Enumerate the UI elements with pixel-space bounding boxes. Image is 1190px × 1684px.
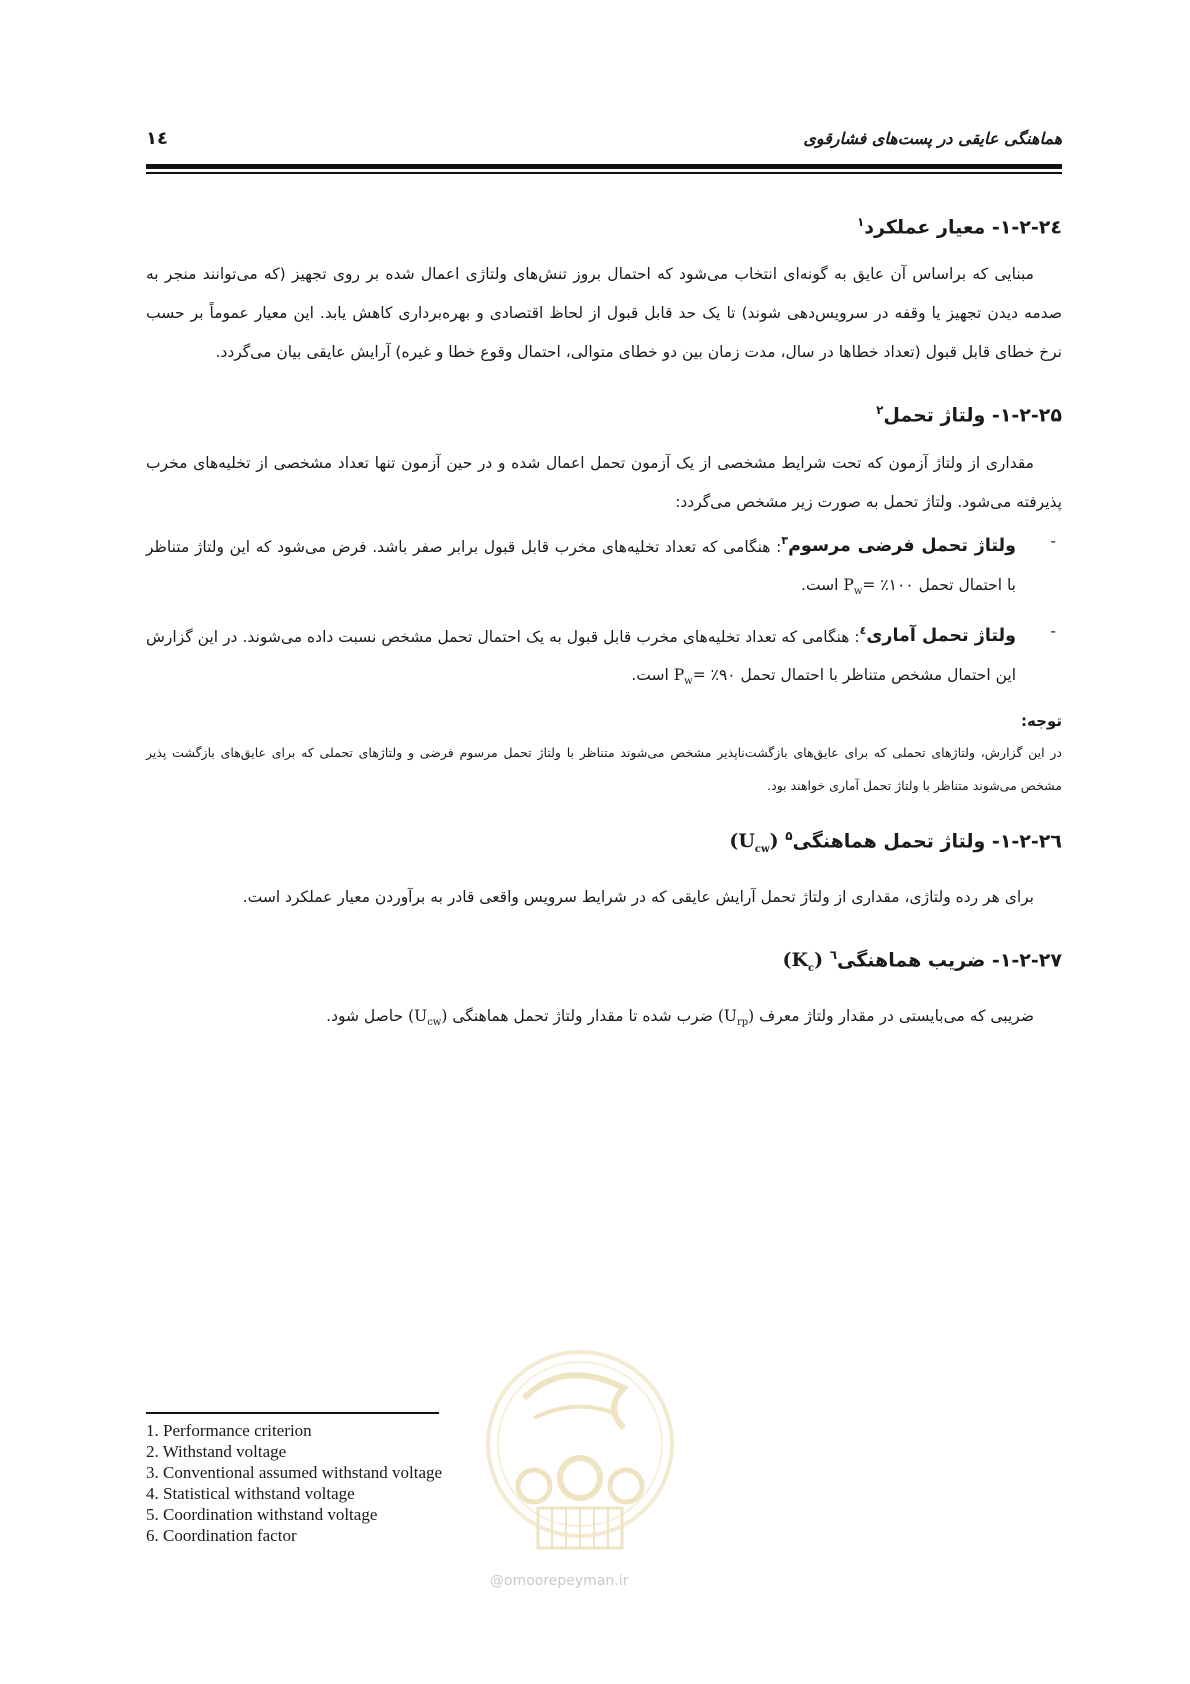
heading-text: ۱-۲-۲۷- ضریب هماهنگی: [837, 948, 1062, 971]
footnote-2: 2. Withstand voltage: [146, 1442, 287, 1461]
pw-symbol: $P_w=$ ٪۱۰۰: [843, 576, 914, 598]
heading-text: ۱-۲-۲٦- ولتاژ تحمل هماهنگی: [792, 829, 1062, 852]
note-title: توجه:: [1021, 711, 1062, 730]
heading-text: ۱-۲-۲٤- معیار عملکرد: [864, 216, 1062, 239]
section-heading-24: [146, 206, 1062, 243]
paragraph-coordination-factor: ضریبی که می‌بایستی در مقدار ولتاژ معرف $(U_{rp})$ ضرب شده تا مقدار ولتاژ تحمل هماهنگی $(U_{cw})$ حاصل شود.: [326, 1006, 1034, 1028]
symbol-ucw: $(U_{cw})$: [729, 829, 779, 855]
bullet-item-conventional: [146, 522, 1062, 612]
bullet-text: : هنگامی که تعداد تخلیه‌های مخرب قابل قبول به یک احتمال تحمل مشخص نسبت داده می‌شوند. در این گزارش این احتمال مشخص متناظر با احتمال تحمل: [146, 627, 1016, 685]
footnote-4: 4. Statistical withstand voltage: [146, 1484, 355, 1503]
bullet-tail: است.: [801, 576, 839, 595]
running-title: هماهنگی عایقی در پست‌های فشارقوی: [803, 129, 1062, 148]
symbol-ucw: $(U_{cw})$: [408, 1006, 448, 1028]
footnote-5: 5. Coordination withstand voltage: [146, 1505, 378, 1524]
footnote-ref: ۳: [781, 534, 789, 548]
page-header: [146, 126, 1062, 158]
bullet-text: : هنگامی که تعداد تخلیه‌های مخرب قابل قبول برابر صفر باشد. فرض می‌شود که این ولتاژ متناظر با احتمال تحمل: [146, 537, 1016, 595]
symbol-urp: $(U_{rp})$: [717, 1006, 755, 1028]
watermark-logo: [474, 1338, 686, 1578]
section-heading-26: [146, 820, 1062, 866]
footnote-ref: ۲: [876, 403, 884, 418]
header-rule-thin: [146, 172, 1062, 174]
bullet-item-statistical: [146, 612, 1062, 702]
footnote-3: 3. Conventional assumed withstand voltage: [146, 1463, 443, 1482]
main-content: [146, 206, 1062, 1042]
bullet-term: ولتاژ تحمل آماری$^٤$: [859, 624, 1016, 647]
symbol-kc: $(K_c)$: [782, 948, 824, 974]
section-heading-25: [146, 394, 1062, 431]
paragraph-withstand-voltage: مقداری از ولتاژ آزمون که تحت شرایط مشخصی از یک آزمون تحمل اعمال شده و در حین آزمون تنها تعداد مشخصی از تخلیه‌های مخرب پذیرفته می‌شود. ولتاژ تحمل به صورت زیر مشخص می‌گردد:: [146, 453, 1062, 511]
paragraph-coordination-withstand: برای هر رده ولتاژی، مقداری از ولتاژ تحمل آرایش عایقی که در شرایط سرویس واقعی قادر به برآوردن معیار عملکرد است.: [242, 887, 1034, 906]
footnote-1: 1. Performance criterion: [146, 1421, 312, 1440]
pw-symbol: $P_w=$ ٪۹۰: [673, 666, 736, 688]
bullet-tail: است.: [631, 666, 669, 685]
bullet-dash: -: [1050, 531, 1056, 550]
footnote-ref: ۱: [856, 215, 865, 229]
footnotes: [146, 1420, 442, 1546]
heading-text: ۱-۲-۲۵- ولتاژ تحمل: [883, 404, 1062, 427]
paragraph-performance-criterion: مبنایی که براساس آن عایق به گونه‌ای انتخاب می‌شود که احتمال بروز تنش‌های ولتاژی اعمال شده بر روی تجهیز (که می‌توانند منجر به صدمه دیدن تجهیز یا وقفه در سرویس‌دهی شوند) تا یک حد قابل قبول از لحاظ اقتصادی و بهره‌برداری کاهش یابد. این معیار عموماً بر حسب نرخ خطای قابل قبول (تعداد خطاها در سال، مدت زمان بین دو خطای متوالی، احتمال وقوع خطا و غیره) آرایش عایقی بیان می‌گردد.: [146, 265, 1062, 362]
bullet-dash: -: [1050, 621, 1056, 640]
footnote-ref: ۵: [785, 828, 793, 843]
footnote-6: 6. Coordination factor: [146, 1526, 297, 1545]
footnote-ref: ٦: [829, 947, 838, 962]
footnote-ref: ٤: [859, 624, 867, 638]
section-heading-27: [146, 939, 1062, 985]
note-body: در این گزارش، ولتاژهای تحملی که برای عایق‌های بازگشت‌ناپذیر مشخص می‌شوند متناظر با ولتاژ تحمل مرسوم فرضی و ولتاژهای تحملی که برای عایق‌های بازگشت پذیر مشخص می‌شوند متناظر با ولتاژ تحمل آماری خواهند بود.: [146, 744, 1062, 793]
page-number: ۱٤: [146, 128, 168, 149]
footnote-rule: [146, 1412, 439, 1414]
watermark-url: @omoorepeyman.ir: [490, 1573, 629, 1589]
bullet-term: ولتاژ تحمل فرضی مرسوم$^۳$: [781, 534, 1016, 557]
header-rule-thick: [146, 164, 1062, 169]
